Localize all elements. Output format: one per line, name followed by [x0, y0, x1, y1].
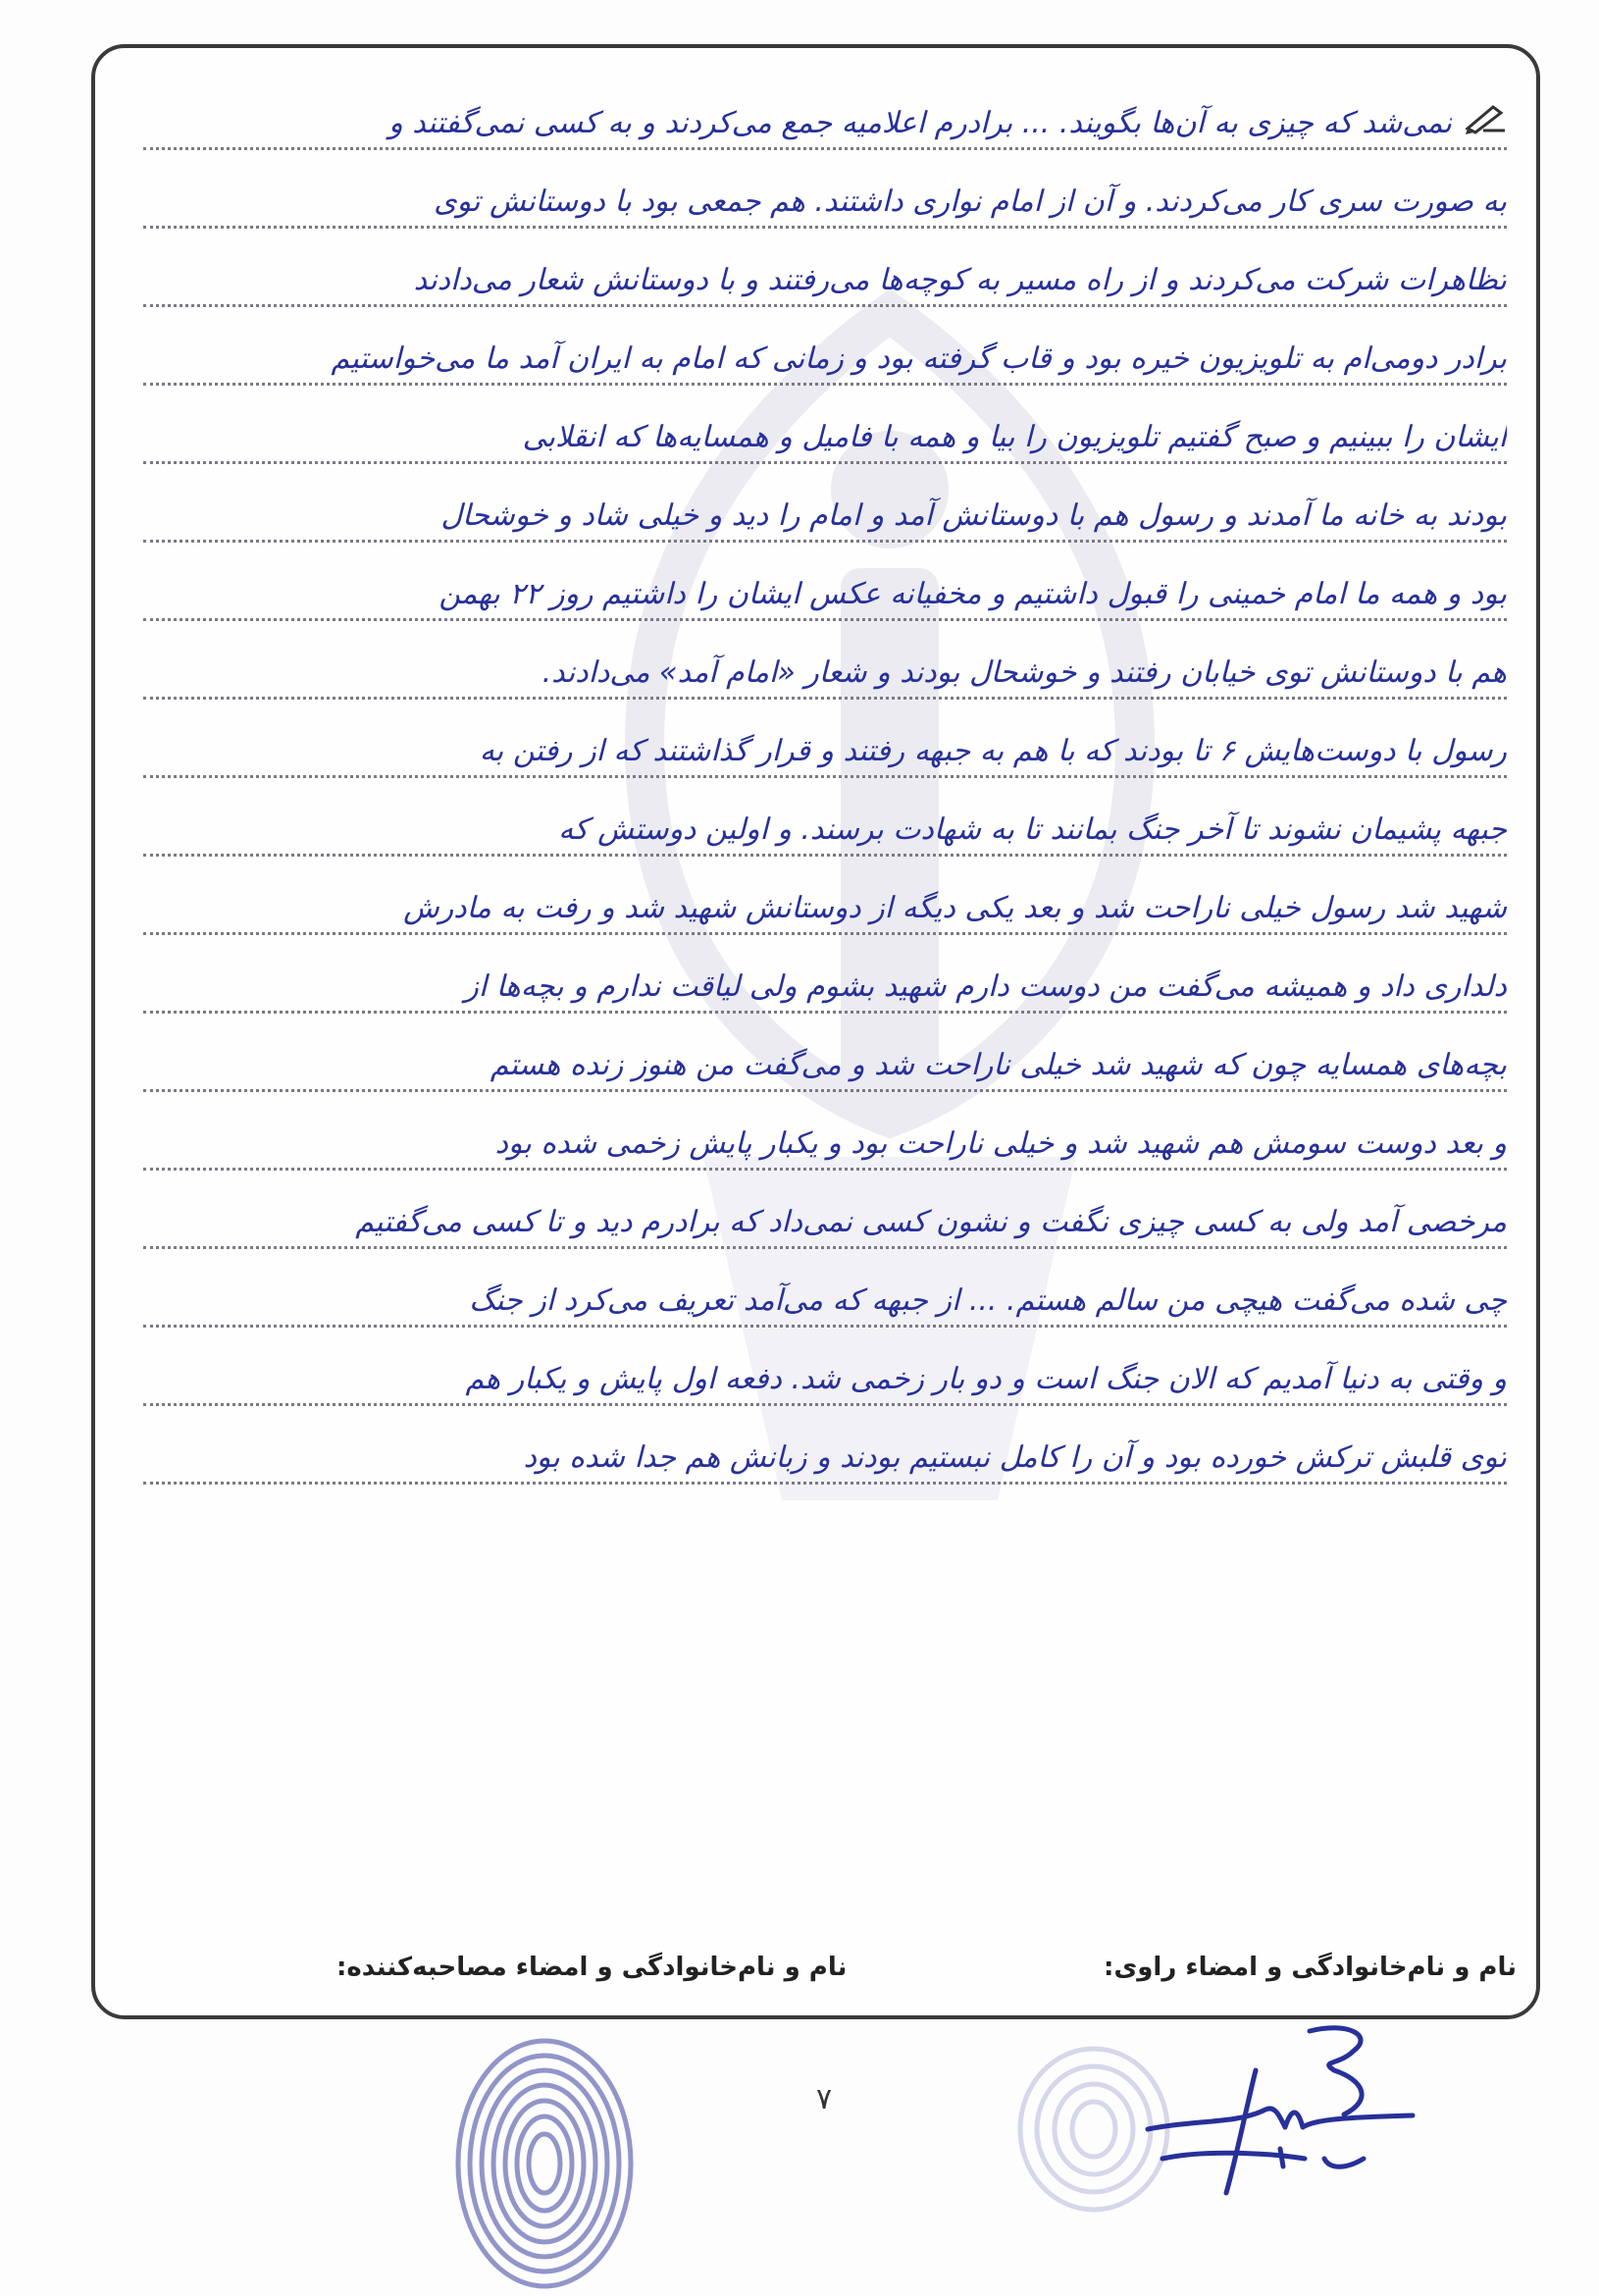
fingerprint-stamp [446, 2026, 643, 2296]
text-line [143, 107, 1507, 150]
text-line [143, 1363, 1507, 1406]
text-line [143, 342, 1507, 386]
line-text: جبهه پشیمان نشوند تا آخر جنگ بمانند تا به شهادت برسند. و اولین دوستش که [558, 812, 1507, 847]
text-line [143, 1284, 1507, 1328]
interviewer-signature-label: نام و نام‌خانوادگی و امضاء مصاحبه‌کننده: [336, 1953, 848, 1982]
text-line [143, 264, 1507, 307]
handwritten-signature [1109, 2011, 1432, 2208]
text-line [143, 892, 1507, 935]
text-line [143, 185, 1507, 229]
line-text: هم با دوستانش توی خیابان رفتند و خوشحال بودند و شعار «امام آمد» می‌دادند. [542, 655, 1507, 690]
line-text: نمی‌شد که چیزی به آن‌ها بگویند. ... برادرم اعلامیه جمع می‌کردند و به کسی نمی‌گفتند و [388, 106, 1452, 140]
line-text: چی شده می‌گفت هیچی من سالم هستم. ... از جبهه که می‌آمد تعریف می‌کرد از جنگ [469, 1283, 1507, 1318]
line-text: و بعد دوست سومش هم شهید شد و خیلی ناراحت بود و یکبار پایش زخمی شده بود [494, 1126, 1507, 1161]
line-text: شهید شد رسول خیلی ناراحت شد و بعد یکی دیگه از دوستانش شهید شد و رفت به مادرش [403, 891, 1507, 925]
text-line [143, 735, 1507, 778]
line-text: تظاهرات شرکت می‌کردند و از راه مسیر به کوچه‌ها می‌رفتند و با دوستانش شعار می‌دادند [413, 263, 1507, 297]
line-text: ایشان را ببینیم و صبح گفتیم تلویزیون را بیا و همه با فامیل و همسایه‌ها که انقلابی [522, 420, 1507, 454]
handwritten-lines [95, 48, 1540, 2019]
line-text: رسول با دوست‌هایش ۶ تا بودند که با هم به جبهه رفتند و قرار گذاشتند که از رفتن به [479, 734, 1507, 768]
text-line [143, 970, 1507, 1014]
text-line [143, 813, 1507, 857]
page-frame [91, 44, 1540, 2019]
narrator-signature-label: نام و نام‌خانوادگی و امضاء راوی: [1104, 1953, 1517, 1982]
text-line [143, 656, 1507, 700]
line-text: دلداری داد و همیشه می‌گفت من دوست دارم شهید بشوم ولی لیاقت ندارم و بچه‌ها از [464, 969, 1507, 1004]
line-text: و وقتی به دنیا آمدیم که الان جنگ است و دو بار زخمی شد. دفعه اول پایش و یکبار هم [465, 1362, 1507, 1396]
pen-writing-icon [1464, 101, 1507, 134]
page-number: ۷ [815, 2082, 833, 2116]
line-text: برادر دومی‌ام به تلویزیون خیره بود و قاب گرفته بود و زمانی که امام به ایران آمد ما می‌خواستیم [331, 341, 1507, 376]
text-line [143, 499, 1507, 543]
line-text: بود و همه ما امام خمینی را قبول داشتیم و مخفیانه عکس ایشان را داشتیم روز ۲۲ بهمن [438, 577, 1507, 611]
line-text: به صورت سری کار می‌کردند. و آن از امام نواری داشتند. هم جمعی بود با دوستانش توی [434, 184, 1507, 219]
text-line [143, 578, 1507, 621]
text-line [143, 421, 1507, 464]
text-line [143, 1441, 1507, 1485]
footer-signature-labels [91, 1953, 1540, 2002]
line-text: مرخصی آمد ولی به کسی چیزی نگفت و نشون کسی نمی‌داد که برادرم دید و تا کسی می‌گفتیم [355, 1205, 1507, 1239]
text-line [143, 1206, 1507, 1249]
line-text: توی قلبش ترکش خورده بود و آن را کامل نبستیم بودند و زبانش هم جدا شده بود [523, 1440, 1507, 1475]
text-line [143, 1127, 1507, 1171]
line-text: بودند به خانه ما آمدند و رسول هم با دوستانش آمد و امام را دید و خیلی شاد و خوشحال [440, 498, 1507, 533]
text-line [143, 1049, 1507, 1092]
line-text: بچه‌های همسایه چون که شهید شد خیلی ناراحت شد و می‌گفت من هنوز زنده هستم [490, 1048, 1507, 1082]
